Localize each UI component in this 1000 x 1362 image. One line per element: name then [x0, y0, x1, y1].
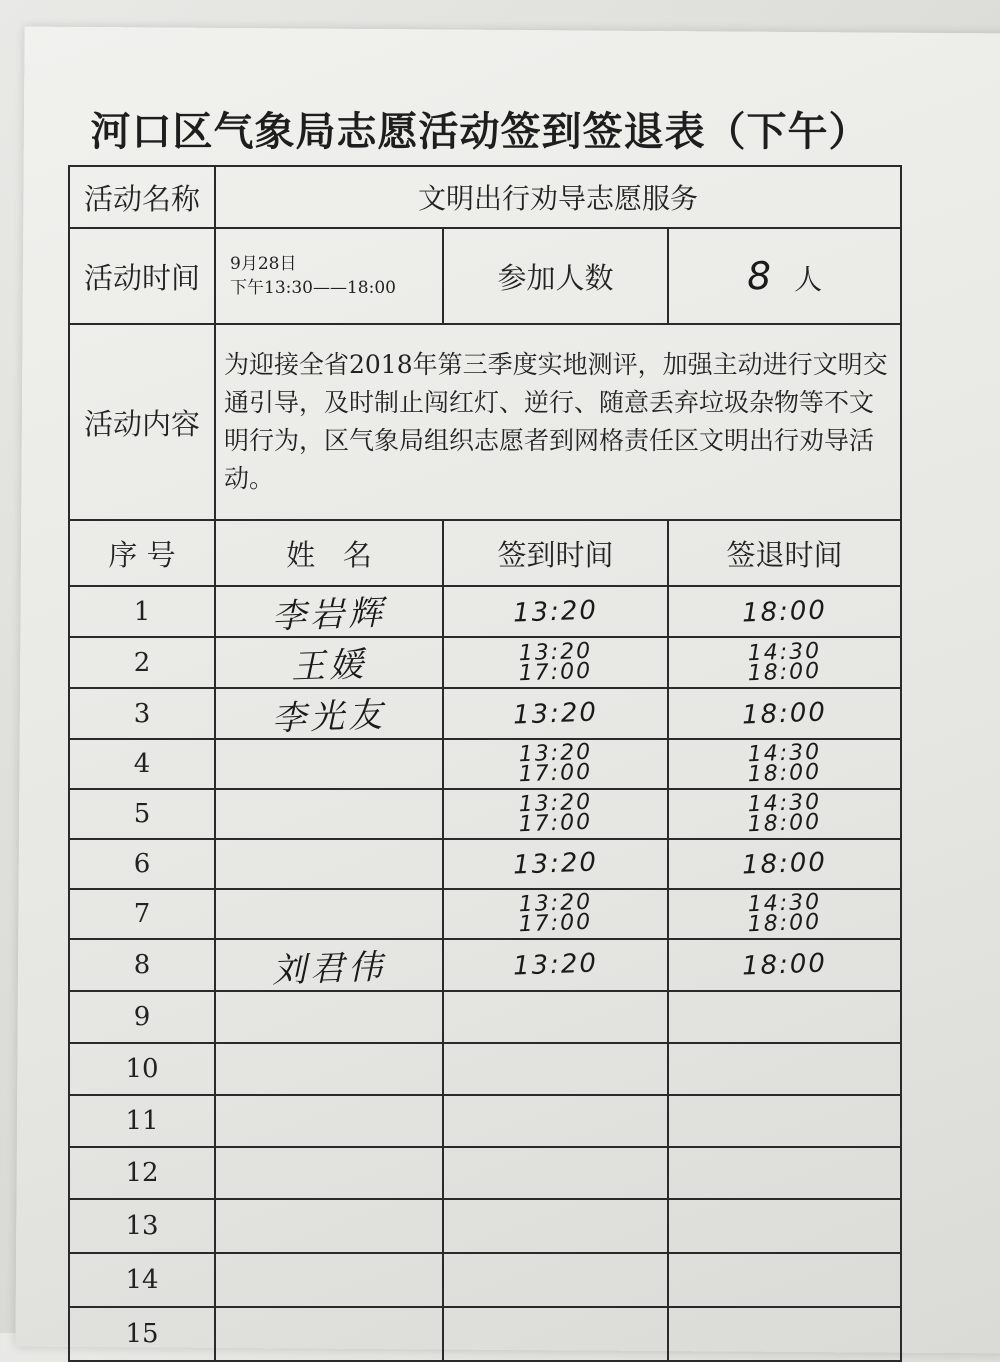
row-seq: 5 [69, 789, 215, 839]
row-name-cell [215, 688, 443, 739]
row-sign-out-cell [668, 1199, 901, 1253]
row-seq: 2 [69, 637, 215, 688]
row-sign-out-cell [668, 839, 901, 889]
participants-value [668, 228, 901, 324]
attendance-row [69, 1043, 901, 1095]
row-sign-in-cell [443, 1199, 668, 1253]
row-seq: 6 [69, 839, 215, 889]
row-signature: 王媛 [290, 644, 368, 688]
row-name-cell [215, 739, 443, 789]
sign-out-time: 18:00 [747, 658, 822, 686]
activity-name-value: 文明出行劝导志愿服务 [215, 166, 901, 228]
row-sign-in-cell [443, 1253, 668, 1307]
row-sign-out-cell [668, 991, 901, 1043]
row-seq: 7 [69, 889, 215, 939]
row-sign-in-cell [443, 889, 668, 939]
sign-out-time: 18:00 [741, 595, 828, 628]
row-sign-out-cell [668, 1307, 901, 1361]
activity-content-row [69, 324, 901, 520]
activity-time-value [215, 228, 443, 324]
sign-out-time: 14:30 [747, 638, 822, 666]
attendance-row [69, 991, 901, 1043]
page-title: 河口区气象局志愿活动签到签退表（下午） [90, 108, 870, 155]
row-sign-in-cell [443, 839, 668, 889]
sign-in-time: 13:20 [512, 697, 599, 730]
row-name-cell [215, 839, 443, 889]
row-sign-out-cell [668, 1043, 901, 1095]
row-name-cell [215, 1199, 443, 1253]
sign-out-header: 签退时间 [668, 520, 901, 586]
row-sign-out-cell [668, 889, 901, 939]
row-sign-in-cell [443, 688, 668, 739]
row-seq: 3 [69, 688, 215, 739]
attendance-row [69, 789, 901, 839]
sign-out-time: 18:00 [747, 809, 822, 838]
row-sign-in-cell [443, 739, 668, 789]
activity-name-row [69, 166, 901, 228]
row-seq: 15 [69, 1307, 215, 1361]
activity-time-range: 下午13:30——18:00 [230, 278, 396, 298]
sign-out-time: 14:30 [747, 739, 822, 768]
row-seq: 13 [69, 1199, 215, 1253]
row-sign-out-cell [668, 1253, 901, 1307]
sign-out-time: 18:00 [741, 697, 828, 730]
row-seq: 12 [69, 1147, 215, 1199]
attendance-row [69, 739, 901, 789]
row-sign-out-cell [668, 789, 901, 839]
sign-in-time: 13:20 [512, 595, 599, 628]
row-sign-in-cell [443, 1043, 668, 1095]
row-signature: 刘君伟 [271, 946, 387, 991]
row-seq: 14 [69, 1253, 215, 1307]
attendance-rows [69, 586, 901, 1361]
activity-content-label: 活动内容 [69, 324, 215, 520]
sign-in-time: 17:00 [518, 909, 593, 938]
attendance-row [69, 1307, 901, 1361]
row-sign-out-cell [668, 637, 901, 688]
sign-out-time: 18:00 [747, 759, 822, 788]
row-seq: 11 [69, 1095, 215, 1147]
signin-form-table [68, 165, 902, 1362]
activity-time-label: 活动时间 [69, 228, 215, 324]
sign-in-time: 13:20 [518, 638, 593, 666]
participant-unit: 人 [794, 263, 823, 296]
row-sign-out-cell [668, 939, 901, 991]
sign-in-time: 13:20 [518, 889, 593, 918]
row-name-cell [215, 637, 443, 688]
attendance-row [69, 688, 901, 739]
row-name-cell [215, 991, 443, 1043]
attendance-row [69, 1253, 901, 1307]
seq-header: 序 号 [69, 520, 215, 586]
row-name-cell [215, 1147, 443, 1199]
activity-time-row [69, 228, 901, 324]
row-sign-in-cell [443, 1307, 668, 1361]
attendance-row [69, 586, 901, 637]
attendance-row [69, 637, 901, 688]
sign-in-time: 17:00 [518, 759, 593, 788]
sign-out-time: 14:30 [747, 889, 822, 918]
row-signature: 李光友 [271, 695, 387, 739]
activity-date: 9月28日 [230, 254, 297, 274]
row-sign-out-cell [668, 586, 901, 637]
attendance-row [69, 1199, 901, 1253]
row-seq: 4 [69, 739, 215, 789]
row-sign-in-cell [443, 1095, 668, 1147]
row-name-cell [215, 1043, 443, 1095]
activity-content-value: 为迎接全省2018年第三季度实地测评，加强主动进行文明交通引导，及时制止闯红灯、逆行、随意丢弃垃圾杂物等不文明行为，区气象局组织志愿者到网格责任区文明出行劝导活动。 [215, 324, 901, 520]
row-name-cell [215, 789, 443, 839]
participant-count: 8 [746, 253, 772, 299]
participants-label: 参加人数 [443, 228, 668, 324]
sign-in-time: 17:00 [518, 658, 593, 686]
row-seq: 1 [69, 586, 215, 637]
name-header: 姓 名 [215, 520, 443, 586]
row-name-cell [215, 1307, 443, 1361]
sign-out-time: 18:00 [741, 847, 828, 881]
row-name-cell [215, 1095, 443, 1147]
row-sign-in-cell [443, 789, 668, 839]
attendance-row [69, 889, 901, 939]
row-seq: 10 [69, 1043, 215, 1095]
activity-name-label: 活动名称 [69, 166, 215, 228]
row-sign-in-cell [443, 586, 668, 637]
row-seq: 8 [69, 939, 215, 991]
sign-in-time: 13:20 [512, 948, 599, 982]
sign-in-time: 17:00 [518, 809, 593, 838]
sign-out-time: 14:30 [747, 789, 822, 818]
row-sign-out-cell [668, 739, 901, 789]
row-sign-in-cell [443, 991, 668, 1043]
row-name-cell [215, 939, 443, 991]
attendance-row [69, 939, 901, 991]
attendance-row [69, 839, 901, 889]
row-sign-out-cell [668, 1095, 901, 1147]
row-sign-in-cell [443, 637, 668, 688]
row-sign-out-cell [668, 688, 901, 739]
sign-in-header: 签到时间 [443, 520, 668, 586]
row-name-cell [215, 586, 443, 637]
sign-out-time: 18:00 [747, 909, 822, 938]
row-sign-out-cell [668, 1147, 901, 1199]
row-signature: 李岩辉 [271, 593, 387, 637]
sign-in-time: 13:20 [518, 789, 593, 818]
column-header-row [69, 520, 901, 586]
sign-in-time: 13:20 [512, 847, 599, 881]
sign-out-time: 18:00 [741, 948, 828, 982]
attendance-row [69, 1095, 901, 1147]
attendance-row [69, 1147, 901, 1199]
sign-in-time: 13:20 [518, 739, 593, 768]
row-seq: 9 [69, 991, 215, 1043]
row-name-cell [215, 889, 443, 939]
row-name-cell [215, 1253, 443, 1307]
row-sign-in-cell [443, 1147, 668, 1199]
row-sign-in-cell [443, 939, 668, 991]
